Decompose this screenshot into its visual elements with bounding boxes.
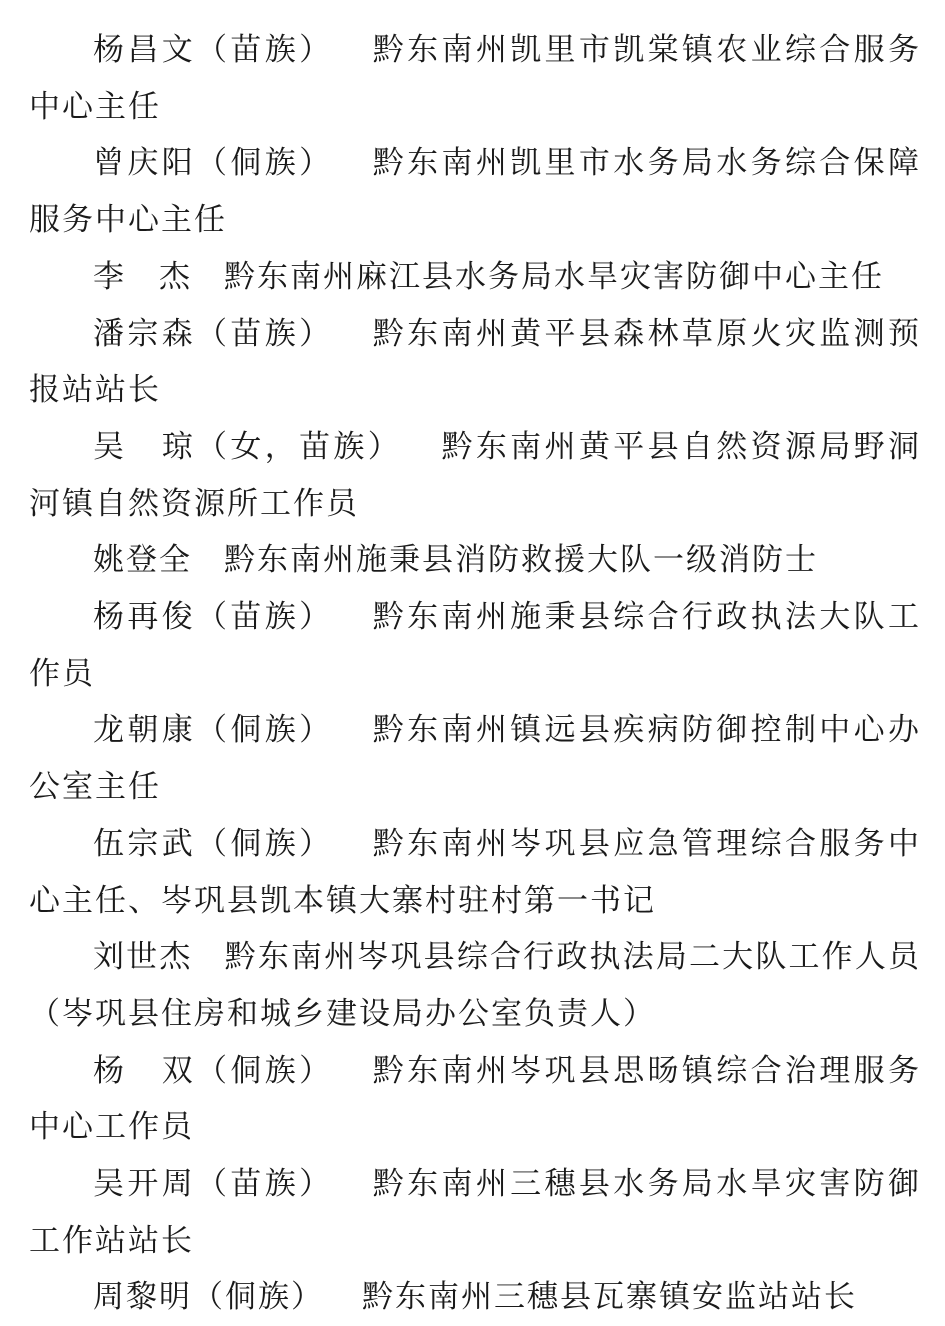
person-name: 杨昌文（苗族）	[93, 32, 334, 68]
list-item	[29, 1043, 921, 1156]
person-name: 龙朝康（侗族）	[93, 712, 334, 749]
person-name: 李 杰	[93, 258, 192, 295]
person-title: 黔东南州岑巩县思旸镇综合治理服务中心工作员	[29, 1052, 922, 1146]
list-item	[29, 249, 921, 306]
person-name: 杨 双（侗族）	[93, 1052, 334, 1089]
person-name: 潘宗森（苗族）	[93, 315, 334, 352]
list-item	[29, 532, 921, 589]
list-item	[29, 306, 921, 419]
list-item	[29, 419, 921, 532]
person-name: 杨再俊（苗族）	[93, 599, 334, 636]
person-title: 黔东南州凯里市水务局水务综合保障服务中心主任	[29, 145, 922, 239]
person-name: 曾庆阳（侗族）	[93, 145, 334, 182]
person-name: 吴 琼（女，苗族）	[93, 428, 403, 465]
person-title: 黔东南州岑巩县综合行政执法局二大队工作人员（岑巩县住房和城乡建设局办公室负责人）	[29, 939, 921, 1032]
person-title: 黔东南州麻江县水务局水旱灾害防御中心主任	[224, 258, 884, 295]
person-name: 伍宗武（侗族）	[93, 825, 334, 862]
list-item	[29, 816, 921, 929]
document-page	[29, 22, 921, 1326]
person-name: 吴开周（苗族）	[93, 1166, 334, 1203]
list-item	[29, 22, 921, 135]
list-item	[29, 135, 921, 248]
person-title: 黔东南州凯里市凯棠镇农业综合服务中心主任	[29, 32, 922, 125]
list-item	[29, 589, 921, 702]
person-title: 黔东南州施秉县消防救援大队一级消防士	[224, 542, 818, 579]
person-title: 黔东南州黄平县自然资源局野洞河镇自然资源所工作员	[29, 428, 922, 522]
person-title: 黔东南州黄平县森林草原火灾监测预报站站长	[29, 315, 922, 409]
person-name: 周黎明（侗族）	[93, 1279, 324, 1316]
person-title: 黔东南州三穗县瓦寨镇安监站站长	[362, 1279, 857, 1316]
person-title: 黔东南州岑巩县应急管理综合服务中心主任、岑巩县凯本镇大寨村驻村第一书记	[29, 825, 922, 919]
person-title: 黔东南州镇远县疾病防御控制中心办公室主任	[29, 712, 922, 806]
person-title: 黔东南州三穗县水务局水旱灾害防御工作站站长	[29, 1166, 922, 1259]
list-item	[29, 1269, 921, 1326]
list-item	[29, 929, 921, 1042]
person-title: 黔东南州施秉县综合行政执法大队工作员	[29, 599, 922, 692]
person-name: 刘世杰	[93, 939, 193, 976]
list-item	[29, 1156, 921, 1269]
person-name: 姚登全	[93, 542, 192, 579]
list-item	[29, 702, 921, 815]
